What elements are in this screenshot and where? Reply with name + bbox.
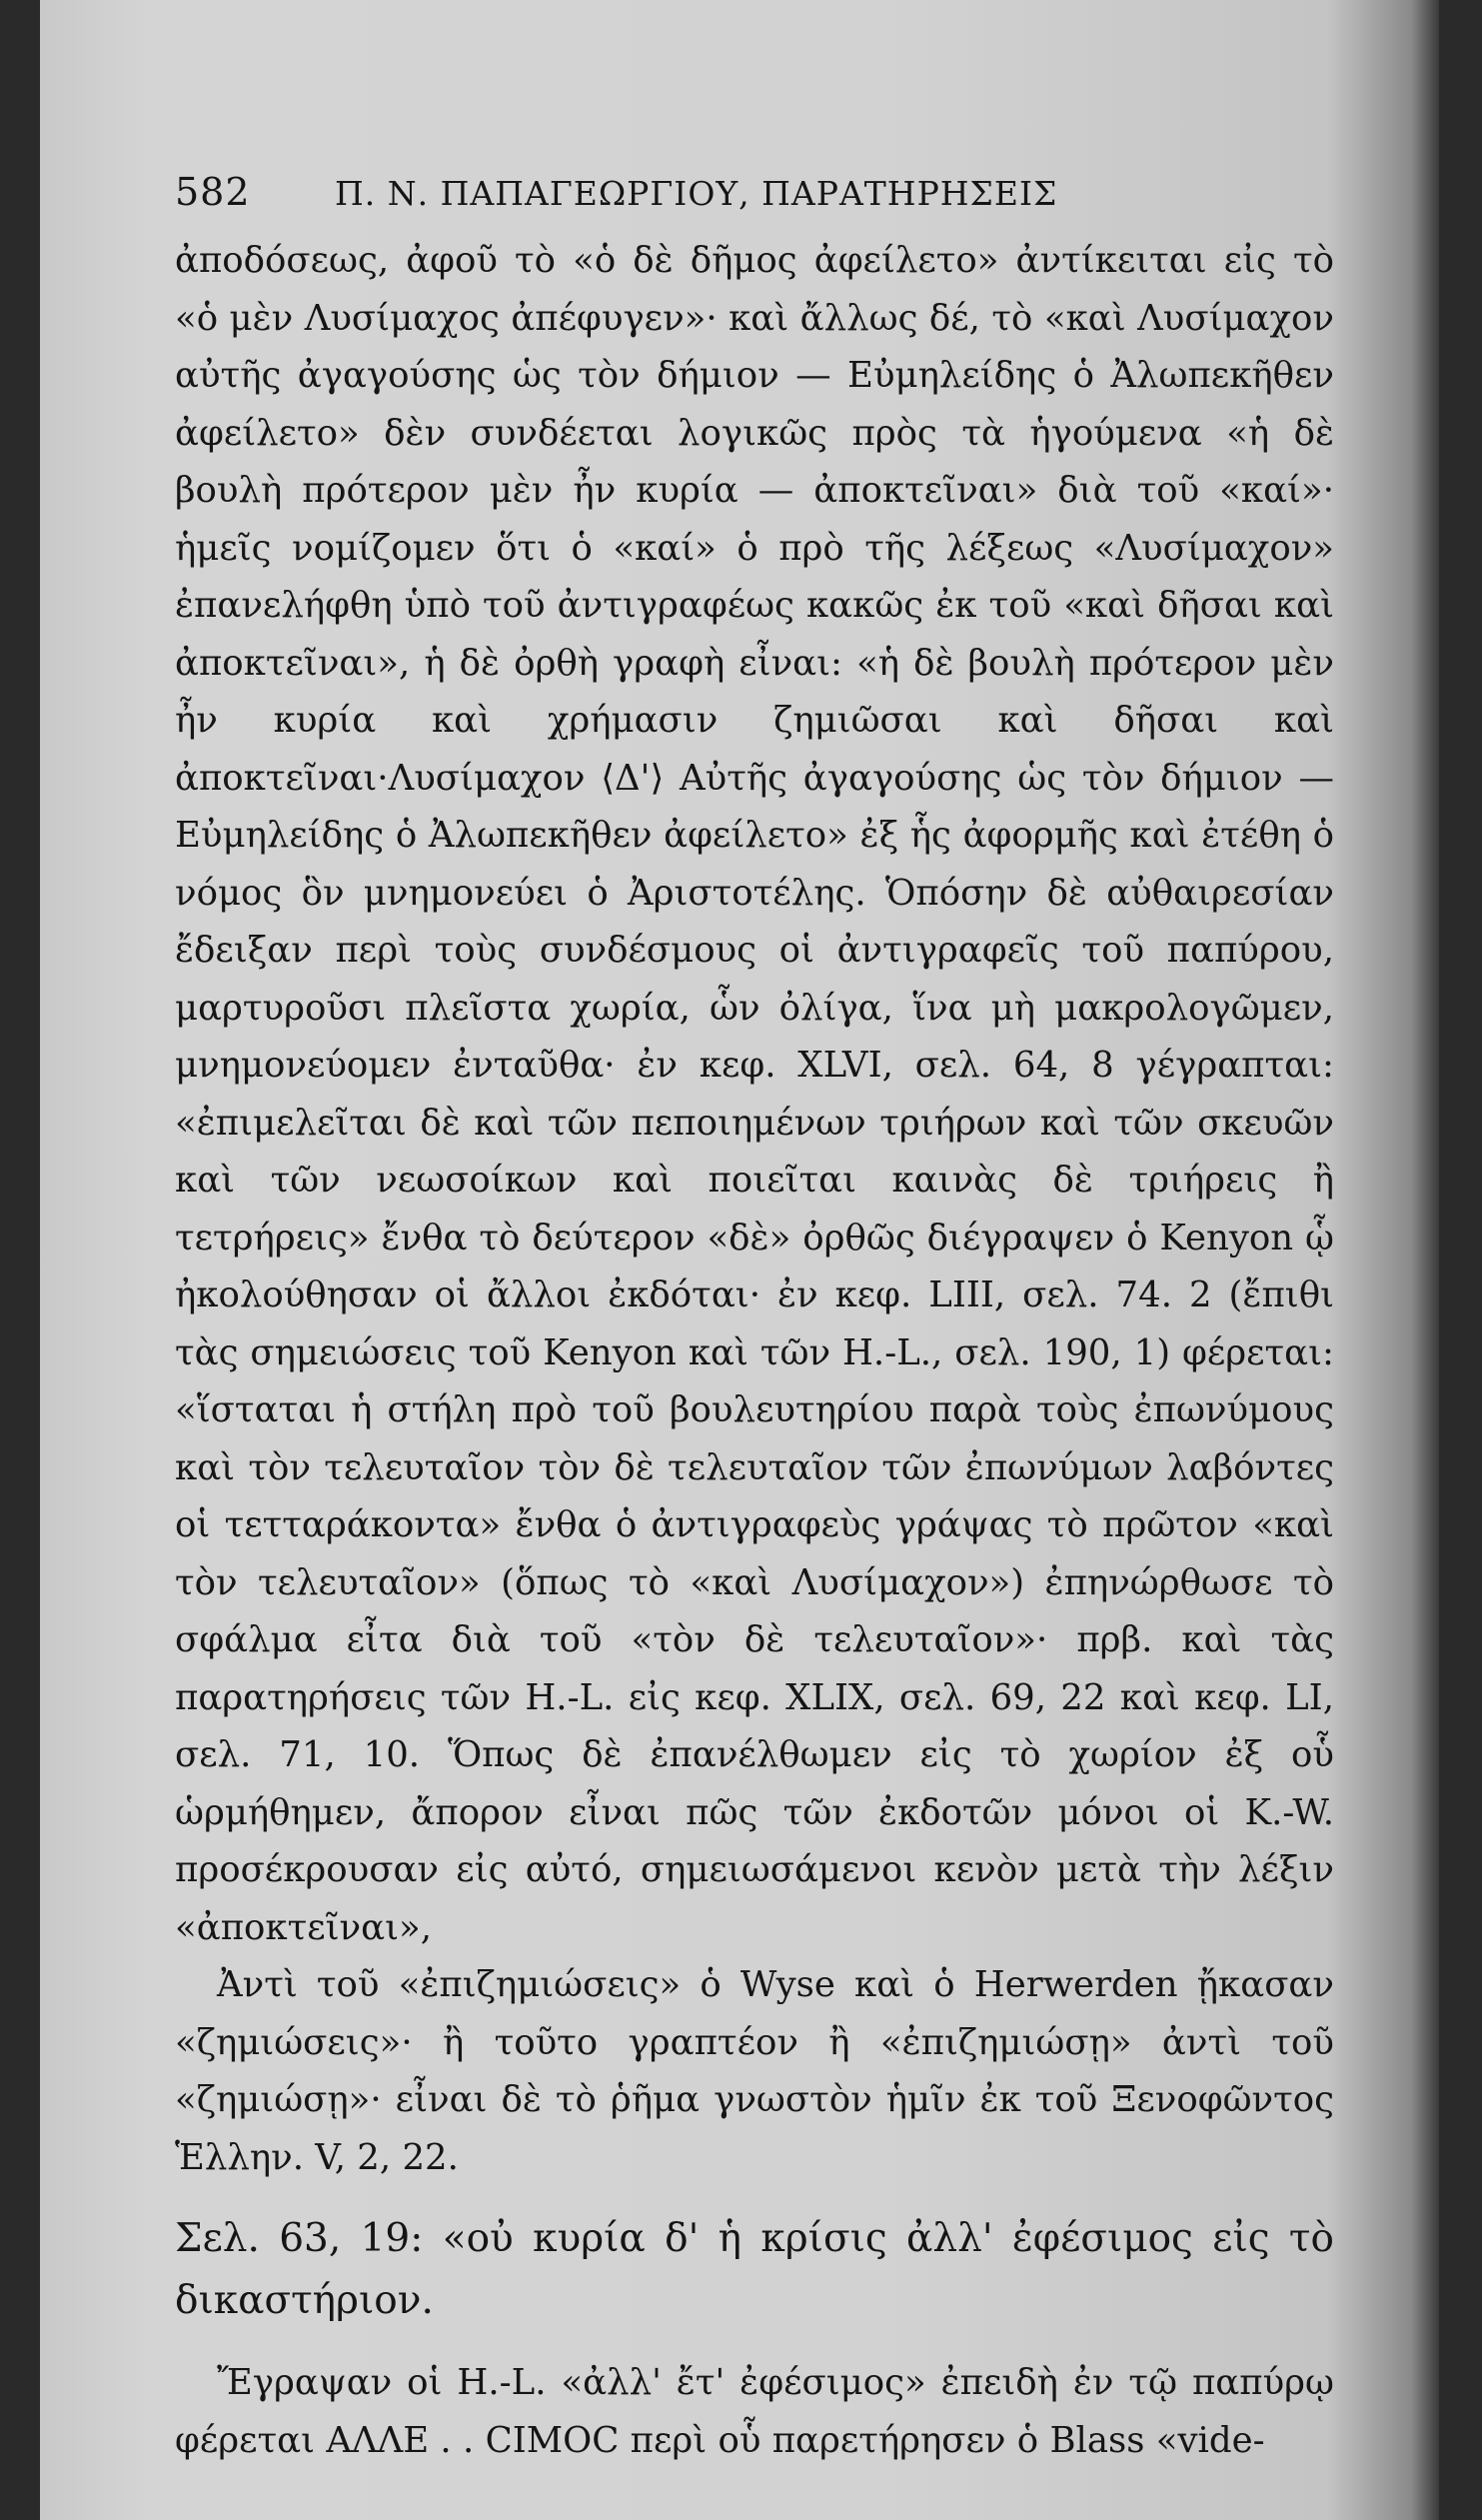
paragraph: ἀποδόσεως, ἀφοῦ τὸ «ὁ δὲ δῆμος ἀφείλετο» ἀντίκειται εἰς τὸ «ὁ μὲν Λυσίμαχος ἀπέφυγεν»· καὶ ἄλλως δέ, τὸ «καὶ Λυσίμαχον αὐτῆς ἀγαγούσης ὡς τὸν δήμιον — Εὐμηλείδης ὁ Ἀλωπεκῆθεν ἀφείλετο» δὲν συνδέεται λογικῶς πρὸς τὰ ἡγούμενα «ἡ δὲ βουλὴ πρότερον μὲν ἦν κυρία — ἀποκτεῖναι» διὰ τοῦ «καί»· ἡμεῖς νομίζομεν ὅτι ὁ «καί» ὁ πρὸ τῆς λέξεως «Λυσίμαχον» ἐπανελήφθη ὑπὸ τοῦ ἀντιγραφέως κακῶς ἐκ τοῦ «καὶ δῆσαι καὶ ἀποκτεῖναι», ἡ δὲ ὀρθὴ γραφὴ εἶναι: «ἡ δὲ βουλὴ πρότερον μὲν ἦν κυρία καὶ χρήμασιν ζημιῶσαι καὶ δῆσαι καὶ ἀποκτεῖναι·Λυσίμαχον ⟨Δ'⟩ Αὐτῆς ἀγαγούσης ὡς τὸν δήμιον — Εὐμηλείδης ὁ Ἀλωπεκῆθεν ἀφείλετο» ἐξ ἧς ἀφορμῆς καὶ ἐτέθη ὁ νόμος ὃν μνημονεύει ὁ Ἀριστοτέλης. Ὁπόσην δὲ αὐθαιρεσίαν ἔδειξαν περὶ τοὺς συνδέσμους οἱ ἀντιγραφεῖς τοῦ παπύρου, μαρτυροῦσι πλεῖστα χωρία, ὧν ὀλίγα, ἵνα μὴ μακρολογῶμεν, μνημονεύομεν ἐνταῦθα· ἐν κεφ. XLVI, σελ. 64, 8 γέγραπται: «ἐπιμελεῖται δὲ καὶ τῶν πεποιημένων τριήρων καὶ τῶν σκευῶν καὶ τῶν νεωσοίκων καὶ ποιεῖται καινὰς δὲ τριήρεις ἢ τετρήρεις» ἔνθα τὸ δεύτερον «δὲ» ὀρθῶς διέγραψεν ὁ Kenyon ᾧ ἠκολούθησαν οἱ ἄλλοι ἐκδόται· ἐν κεφ. LIII, σελ. 74. 2 (ἔπιθι τὰς σημειώσεις τοῦ Kenyon καὶ τῶν H.-L., σελ. 190, 1) φέρεται: «ἵσταται ἡ στήλη πρὸ τοῦ βουλευτηρίου παρὰ τοὺς ἐπωνύμους καὶ τὸν τελευταῖον τὸν δὲ τελευταῖον τῶν ἐπωνύμων λαβόντες οἱ τετταράκοντα» ἔνθα ὁ ἀντιγραφεὺς γράψας τὸ πρῶτον «καὶ τὸν τελευταῖον» (ὅπως τὸ «καὶ Λυσίμαχον») ἐπηνώρθωσε τὸ σφάλμα εἶτα διὰ τοῦ «τὸν δὲ τελευταῖον»· πρβ. καὶ τὰς παρατηρήσεις τῶν H.-L. εἰς κεφ. XLIX, σελ. 69, 22 καὶ κεφ. LI, σελ. 71, 10. Ὅπως δὲ ἐπανέλθωμεν εἰς τὸ χωρίον ἐξ οὗ ὡρμήθημεν, ἄπορον εἶναι πῶς τῶν ἐκδοτῶν μόνοι οἱ K.-W. προσέκρουσαν εἰς αὐτό, σημειωσάμενοι κενὸν μετὰ τὴν λέξιν «ἀποκτεῖναι»,: [175, 240, 1334, 1948]
page-header: [175, 170, 1334, 214]
page-number: 582: [175, 170, 251, 214]
section-heading: [175, 2208, 1334, 2332]
page-content: [175, 170, 1334, 2470]
main-text: [175, 232, 1334, 2186]
section-body: [175, 2354, 1334, 2470]
book-page: [40, 0, 1439, 2520]
paragraph: Ἔγραψαν οἱ H.-L. «ἀλλ' ἔτ' ἐφέσιμος» ἐπειδὴ ἐν τῷ παπύρῳ φέρεται ΑΛΛΕ . . CΙΜΟC περὶ οὗ παρετήρησεν ὁ Blass «vide-: [175, 2362, 1334, 2461]
paragraph: Ἀντὶ τοῦ «ἐπιζημιώσεις» ὁ Wyse καὶ ὁ Herwerden ᾔκασαν «ζημιώσεις»· ἢ τοῦτο γραπτέον ἢ «ἐπιζημιώσῃ» ἀντὶ τοῦ «ζημιώσῃ»· εἶναι δὲ τὸ ῥῆμα γνωστὸν ἡμῖν ἐκ τοῦ Ξενοφῶντος Ἑλλην. V, 2, 22.: [175, 1964, 1334, 2178]
running-title: Π. Ν. ΠΑΠΑΓΕΩΡΓΙΟΥ, ΠΑΡΑΤΗΡΗΣΕΙΣ: [335, 174, 1058, 213]
section-lemma: Σελ. 63, 19: «οὐ κυρία δ' ἡ κρίσις ἀλλ' ἐφέσιμος εἰς τὸ δικαστήριον.: [175, 2216, 1334, 2323]
